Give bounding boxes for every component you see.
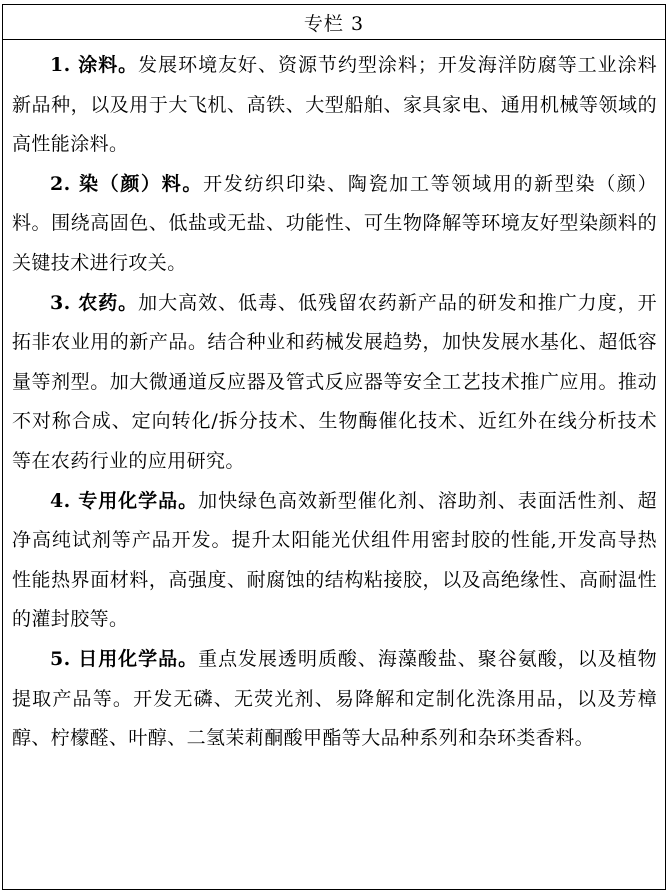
section-body: 加快绿色高效新型催化剂、溶助剂、表面活性剂、超净高纯试剂等产品开发。提升太阳能光伏组件用密封胶的性能,开发高导热性能热界面材料，高强度、耐腐蚀的结构粘接胶，以及高绝缘性、高耐温性的灌封胶等。 — [12, 489, 657, 631]
column-box — [2, 4, 666, 890]
section-dyes-pigments — [12, 165, 657, 284]
section-body: 加大高效、低毒、低残留农药新产品的研发和推广力度，开拓非农业用的新产品。结合种业和药械发展趋势，加快发展水基化、超低容量等剂型。加大微通道反应器及管式反应器等安全工艺技术推广应用。推动不对称合成、定向转化/拆分技术、生物酶催化技术、近红外在线分析技术等在农药行业的应用研究。 — [12, 291, 657, 472]
section-heading: 1. 涂料。 — [50, 54, 139, 76]
section-heading: 5. 日用化学品。 — [50, 647, 199, 670]
column-title: 专栏 3 — [303, 12, 365, 35]
column-content — [3, 40, 665, 759]
section-heading: 2. 染（颜）料。 — [50, 172, 204, 195]
section-body: 开发纺织印染、陶瓷加工等领域用的新型染（颜）料。围绕高固色、低盐或无盐、功能性、可生物降解等环境友好型染颜料的关键技术进行攻关。 — [12, 172, 657, 274]
section-coatings — [12, 46, 657, 165]
column-header — [3, 5, 665, 40]
section-heading: 3. 农药。 — [50, 291, 139, 314]
section-daily-chemicals — [12, 640, 657, 759]
section-heading: 4. 专用化学品。 — [50, 489, 199, 512]
section-specialty-chemicals — [12, 482, 657, 640]
section-body: 发展环境友好、资源节约型涂料；开发海洋防腐等工业涂料新品种，以及用于大飞机、高铁、大型船舶、家具家电、通用机械等领域的高性能涂料。 — [12, 54, 657, 156]
section-pesticides — [12, 284, 657, 482]
section-body: 重点发展透明质酸、海藻酸盐、聚谷氨酸，以及植物提取产品等。开发无磷、无荧光剂、易降解和定制化洗涤用品，以及芳樟醇、柠檬醛、叶醇、二氢茉莉酮酸甲酯等大品种系列和杂环类香料。 — [12, 647, 657, 750]
